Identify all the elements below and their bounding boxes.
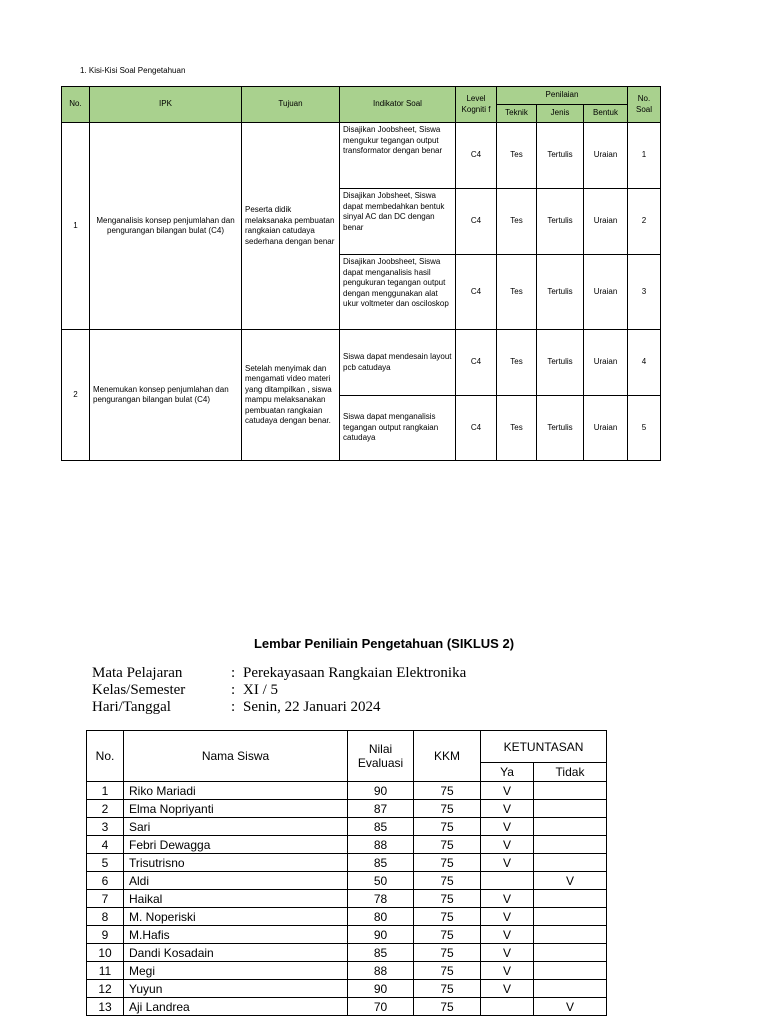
table-row xyxy=(87,854,607,872)
student-score: 90 xyxy=(348,980,414,998)
student-kkm: 75 xyxy=(414,980,481,998)
ketuntasan-ya: V xyxy=(481,980,534,998)
student-score: 85 xyxy=(348,854,414,872)
soal-cell: 3 xyxy=(628,255,661,330)
bentuk-cell: Uraian xyxy=(584,123,628,189)
student-no: 7 xyxy=(87,890,124,908)
student-kkm: 75 xyxy=(414,836,481,854)
assessment-title: Lembar Peniliain Pengetahuan (SIKLUS 2) xyxy=(253,636,515,651)
ketuntasan-tidak xyxy=(534,944,607,962)
student-kkm: 75 xyxy=(414,854,481,872)
student-kkm: 75 xyxy=(414,962,481,980)
indikator-cell: Disajikan Joobsheet, Siswa dapat menganalisis hasil pengukuran tegangan output dengan menggunakan alat ukur voltmeter dan osciloskop xyxy=(340,255,456,330)
teknik-cell: Tes xyxy=(497,330,537,396)
student-score: 78 xyxy=(348,890,414,908)
jenis-cell: Tertulis xyxy=(537,396,584,461)
student-no: 9 xyxy=(87,926,124,944)
student-no: 11 xyxy=(87,962,124,980)
table-row xyxy=(87,836,607,854)
student-kkm: 75 xyxy=(414,926,481,944)
table-row xyxy=(62,123,661,189)
table-row xyxy=(87,980,607,998)
kisi-kisi-heading: 1. Kisi-Kisi Soal Pengetahuan xyxy=(80,66,186,75)
student-kkm: 75 xyxy=(414,908,481,926)
header-ya: Ya xyxy=(481,763,534,782)
table-row xyxy=(87,818,607,836)
table-row xyxy=(87,800,607,818)
ketuntasan-tidak xyxy=(534,926,607,944)
info-colon: : xyxy=(231,665,236,681)
ketuntasan-tidak xyxy=(534,782,607,800)
header-penilaian: Penilaian xyxy=(497,87,628,105)
student-name: Megi xyxy=(124,962,348,980)
header-teknik: Teknik xyxy=(497,105,537,123)
ketuntasan-ya: V xyxy=(481,782,534,800)
group-no: 2 xyxy=(62,330,90,461)
header-tujuan: Tujuan xyxy=(242,87,340,123)
nilai-table-body xyxy=(87,782,607,1016)
ketuntasan-ya: V xyxy=(481,836,534,854)
student-name: Febri Dewagga xyxy=(124,836,348,854)
header-no: No. xyxy=(87,731,124,782)
teknik-cell: Tes xyxy=(497,255,537,330)
ketuntasan-tidak xyxy=(534,890,607,908)
header-level: Level Kogniti f xyxy=(456,87,497,123)
soal-cell: 5 xyxy=(628,396,661,461)
level-cell: C4 xyxy=(456,396,497,461)
ketuntasan-ya: V xyxy=(481,926,534,944)
student-no: 5 xyxy=(87,854,124,872)
soal-cell: 2 xyxy=(628,189,661,255)
jenis-cell: Tertulis xyxy=(537,123,584,189)
header-jenis: Jenis xyxy=(537,105,584,123)
student-kkm: 75 xyxy=(414,782,481,800)
ketuntasan-tidak: V xyxy=(534,872,607,890)
soal-cell: 1 xyxy=(628,123,661,189)
group-tujuan: Peserta didik melaksanaka pembuatan rangkaian catudaya sederhana dengan benar xyxy=(242,123,340,330)
student-name: Haikal xyxy=(124,890,348,908)
student-no: 3 xyxy=(87,818,124,836)
student-score: 50 xyxy=(348,872,414,890)
student-kkm: 75 xyxy=(414,818,481,836)
group-no: 1 xyxy=(62,123,90,330)
student-no: 4 xyxy=(87,836,124,854)
student-no: 12 xyxy=(87,980,124,998)
info-colon: : xyxy=(231,699,236,715)
ketuntasan-tidak xyxy=(534,962,607,980)
student-name: Elma Nopriyanti xyxy=(124,800,348,818)
level-cell: C4 xyxy=(456,330,497,396)
level-cell: C4 xyxy=(456,123,497,189)
student-name: Dandi Kosadain xyxy=(124,944,348,962)
student-name: Sari xyxy=(124,818,348,836)
header-kkm: KKM xyxy=(414,731,481,782)
info-value: XI / 5 xyxy=(243,682,278,698)
ketuntasan-tidak xyxy=(534,980,607,998)
info-colon: : xyxy=(231,682,236,698)
student-score: 85 xyxy=(348,944,414,962)
student-kkm: 75 xyxy=(414,998,481,1016)
student-name: M. Noperiski xyxy=(124,908,348,926)
ketuntasan-ya: V xyxy=(481,908,534,926)
info-label: Mata Pelajaran xyxy=(92,665,183,681)
student-no: 6 xyxy=(87,872,124,890)
student-no: 8 xyxy=(87,908,124,926)
bentuk-cell: Uraian xyxy=(584,396,628,461)
ketuntasan-ya: V xyxy=(481,800,534,818)
student-no: 1 xyxy=(87,782,124,800)
indikator-cell: Siswa dapat mendesain layout pcb catudaya xyxy=(340,330,456,396)
kisi-kisi-table xyxy=(61,86,661,461)
header-nama-siswa: Nama Siswa xyxy=(124,731,348,782)
indikator-cell: Siswa dapat menganalisis tegangan output rangkaian catudaya xyxy=(340,396,456,461)
table-row xyxy=(87,944,607,962)
table-row xyxy=(87,872,607,890)
teknik-cell: Tes xyxy=(497,396,537,461)
student-score: 90 xyxy=(348,782,414,800)
header-ketuntasan: KETUNTASAN xyxy=(481,731,607,763)
header-no: No. xyxy=(62,87,90,123)
header-bentuk: Bentuk xyxy=(584,105,628,123)
ketuntasan-tidak xyxy=(534,908,607,926)
nilai-table xyxy=(86,730,607,1016)
info-label: Kelas/Semester xyxy=(92,682,186,698)
table-row xyxy=(87,908,607,926)
ketuntasan-ya xyxy=(481,872,534,890)
student-name: Aji Landrea xyxy=(124,998,348,1016)
jenis-cell: Tertulis xyxy=(537,189,584,255)
student-score: 88 xyxy=(348,962,414,980)
student-score: 88 xyxy=(348,836,414,854)
table-row xyxy=(87,998,607,1016)
student-name: M.Hafis xyxy=(124,926,348,944)
student-name: Yuyun xyxy=(124,980,348,998)
student-score: 70 xyxy=(348,998,414,1016)
info-value: Senin, 22 Januari 2024 xyxy=(243,699,381,715)
table-row xyxy=(87,926,607,944)
ketuntasan-tidak xyxy=(534,800,607,818)
student-kkm: 75 xyxy=(414,872,481,890)
table-row xyxy=(62,330,661,396)
student-name: Trisutrisno xyxy=(124,854,348,872)
info-value: Perekayasaan Rangkaian Elektronika xyxy=(243,665,467,681)
ketuntasan-ya: V xyxy=(481,854,534,872)
table-row xyxy=(87,962,607,980)
header-tidak: Tidak xyxy=(534,763,607,782)
student-score: 90 xyxy=(348,926,414,944)
ketuntasan-ya xyxy=(481,998,534,1016)
ketuntasan-tidak xyxy=(534,836,607,854)
student-name: Riko Mariadi xyxy=(124,782,348,800)
table-row xyxy=(87,782,607,800)
header-indikator: Indikator Soal xyxy=(340,87,456,123)
group-ipk: Menemukan konsep penjumlahan dan pengurangan bilangan bulat (C4) xyxy=(90,330,242,461)
student-kkm: 75 xyxy=(414,944,481,962)
jenis-cell: Tertulis xyxy=(537,255,584,330)
jenis-cell: Tertulis xyxy=(537,330,584,396)
student-score: 85 xyxy=(348,818,414,836)
header-nilai-evaluasi: Nilai Evaluasi xyxy=(348,731,414,782)
ketuntasan-tidak: V xyxy=(534,998,607,1016)
indikator-cell: Disajikan Joobsheet, Siswa mengukur tegangan output transformator dengan benar xyxy=(340,123,456,189)
bentuk-cell: Uraian xyxy=(584,189,628,255)
info-label: Hari/Tanggal xyxy=(92,699,171,715)
level-cell: C4 xyxy=(456,189,497,255)
ketuntasan-tidak xyxy=(534,854,607,872)
ketuntasan-ya: V xyxy=(481,890,534,908)
soal-cell: 4 xyxy=(628,330,661,396)
teknik-cell: Tes xyxy=(497,189,537,255)
student-score: 80 xyxy=(348,908,414,926)
header-no-soal: No. Soal xyxy=(628,87,661,123)
student-no: 2 xyxy=(87,800,124,818)
student-no: 13 xyxy=(87,998,124,1016)
student-score: 87 xyxy=(348,800,414,818)
student-name: Aldi xyxy=(124,872,348,890)
indikator-cell: Disajikan Jobsheet, Siswa dapat membedahkan bentuk sinyal AC dan DC dengan benar xyxy=(340,189,456,255)
bentuk-cell: Uraian xyxy=(584,330,628,396)
student-kkm: 75 xyxy=(414,800,481,818)
table-row xyxy=(87,890,607,908)
group-ipk: Menganalisis konsep penjumlahan dan pengurangan bilangan bulat (C4) xyxy=(90,123,242,330)
level-cell: C4 xyxy=(456,255,497,330)
ketuntasan-tidak xyxy=(534,818,607,836)
bentuk-cell: Uraian xyxy=(584,255,628,330)
header-ipk: IPK xyxy=(90,87,242,123)
student-kkm: 75 xyxy=(414,890,481,908)
ketuntasan-ya: V xyxy=(481,818,534,836)
ketuntasan-ya: V xyxy=(481,962,534,980)
group-tujuan: Setelah menyimak dan mengamati video materi yang ditampilkan , siswa mampu melaksanakan pembuatan rangkaian catudaya dengan benar. xyxy=(242,330,340,461)
ketuntasan-ya: V xyxy=(481,944,534,962)
student-no: 10 xyxy=(87,944,124,962)
teknik-cell: Tes xyxy=(497,123,537,189)
